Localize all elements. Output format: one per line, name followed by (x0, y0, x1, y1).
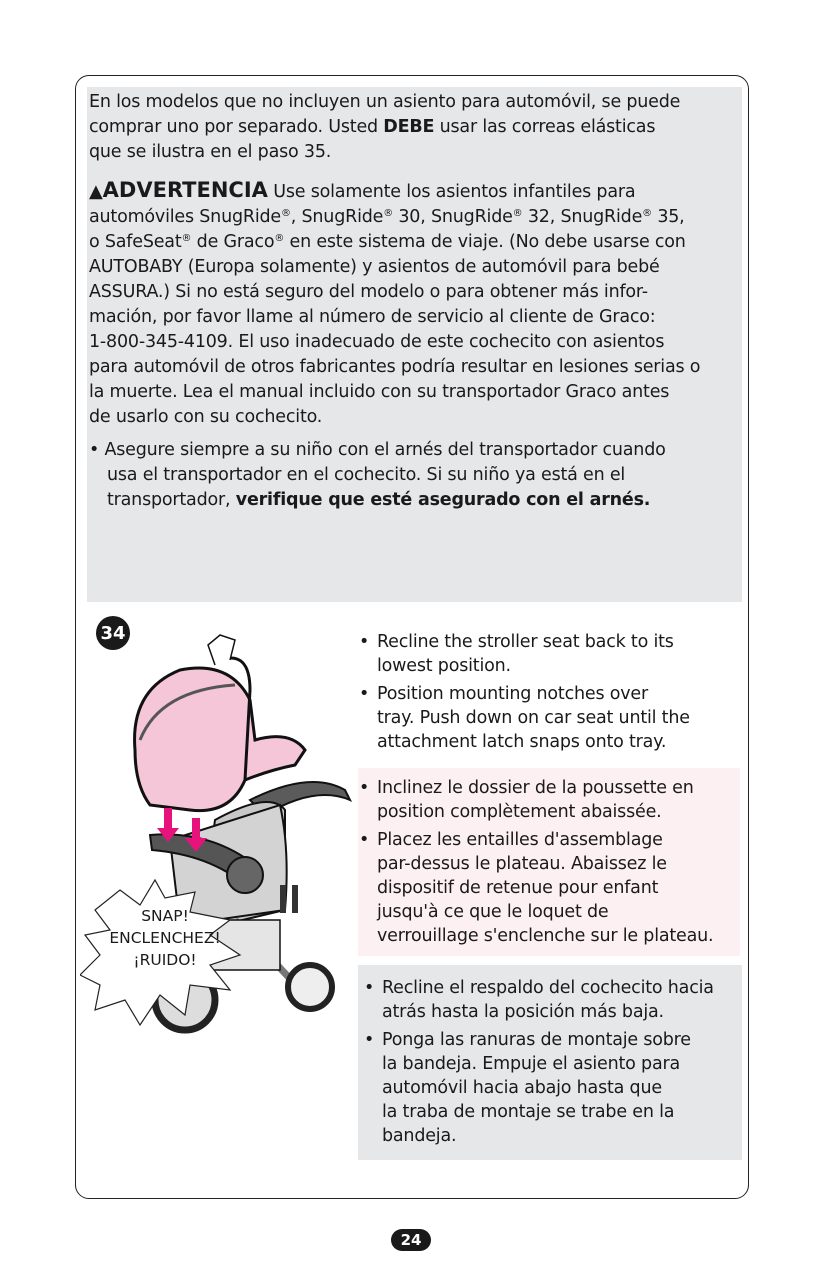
english-instruction-1: • Recline the stroller seat back to its lowest position. (359, 632, 674, 676)
step-number-badge: 34 (96, 616, 130, 650)
french-instruction-2: • Placez les entailles d'assemblage par-dessus le plateau. Abaissez le dispositif de retenue pour enfant jusqu'à ce que le loquet de verrouillage s'enclenche sur le plateau. (359, 830, 714, 946)
english-instruction-2: • Position mounting notches over tray. Push down on car seat until the attachment latch snaps onto tray. (359, 684, 690, 752)
harness-note: • Asegure siempre a su niño con el arnés del transportador cuando usa el transportador en el cochecito. Si su niño ya está en el transportador, verifique que esté asegurado con el arnés. (89, 440, 666, 510)
snap-callout: SNAP! ENCLENCHEZ! ¡RUIDO! (109, 907, 221, 969)
intro-text: En los modelos que no incluyen un asiento para automóvil, se puede comprar uno por separado. Usted DEBE usar las correas elásticas que se ilustra en el paso 35. (89, 92, 681, 162)
french-instruction-1: • Inclinez le dossier de la poussette en position complètement abaissée. (359, 778, 694, 822)
spanish-instruction-2: • Ponga las ranuras de montaje sobre la bandeja. Empuje el asiento para automóvil hacia abajo hasta que la traba de montaje se trabe en la bandeja. (364, 1030, 691, 1146)
warning-text: ▲ADVERTENCIA Use solamente los asientos infantiles para automóviles SnugRide®, SnugRide® 30, SnugRide® 32, SnugRide® 35, o SafeSeat® de Graco® en este sistema de viaje. (No debe usarse con AUTOBABY (Europa solamente) y asientos de automóvil para bebé ASSURA.) Si no está seguro del modelo o para obtener más infor- mación, por favor llame al número de servicio al cliente de Graco: 1-800-345-4109. El uso inadecuado de este cochecito con asientos para automóvil de otros fabricantes podría resultar en lesiones serias o la muerte. Lea el manual incluido con su transportador Graco antes de usarlo con su cochecito. (89, 178, 701, 427)
stroller-illustration (80, 630, 360, 1050)
page-number: 24 (391, 1229, 431, 1251)
warning-title: ADVERTENCIA (102, 178, 268, 202)
car-seat (135, 635, 305, 811)
warning-triangle-icon: ▲ (89, 181, 103, 202)
spanish-instruction-1: • Recline el respaldo del cochecito hacia atrás hasta la posición más baja. (364, 978, 714, 1022)
